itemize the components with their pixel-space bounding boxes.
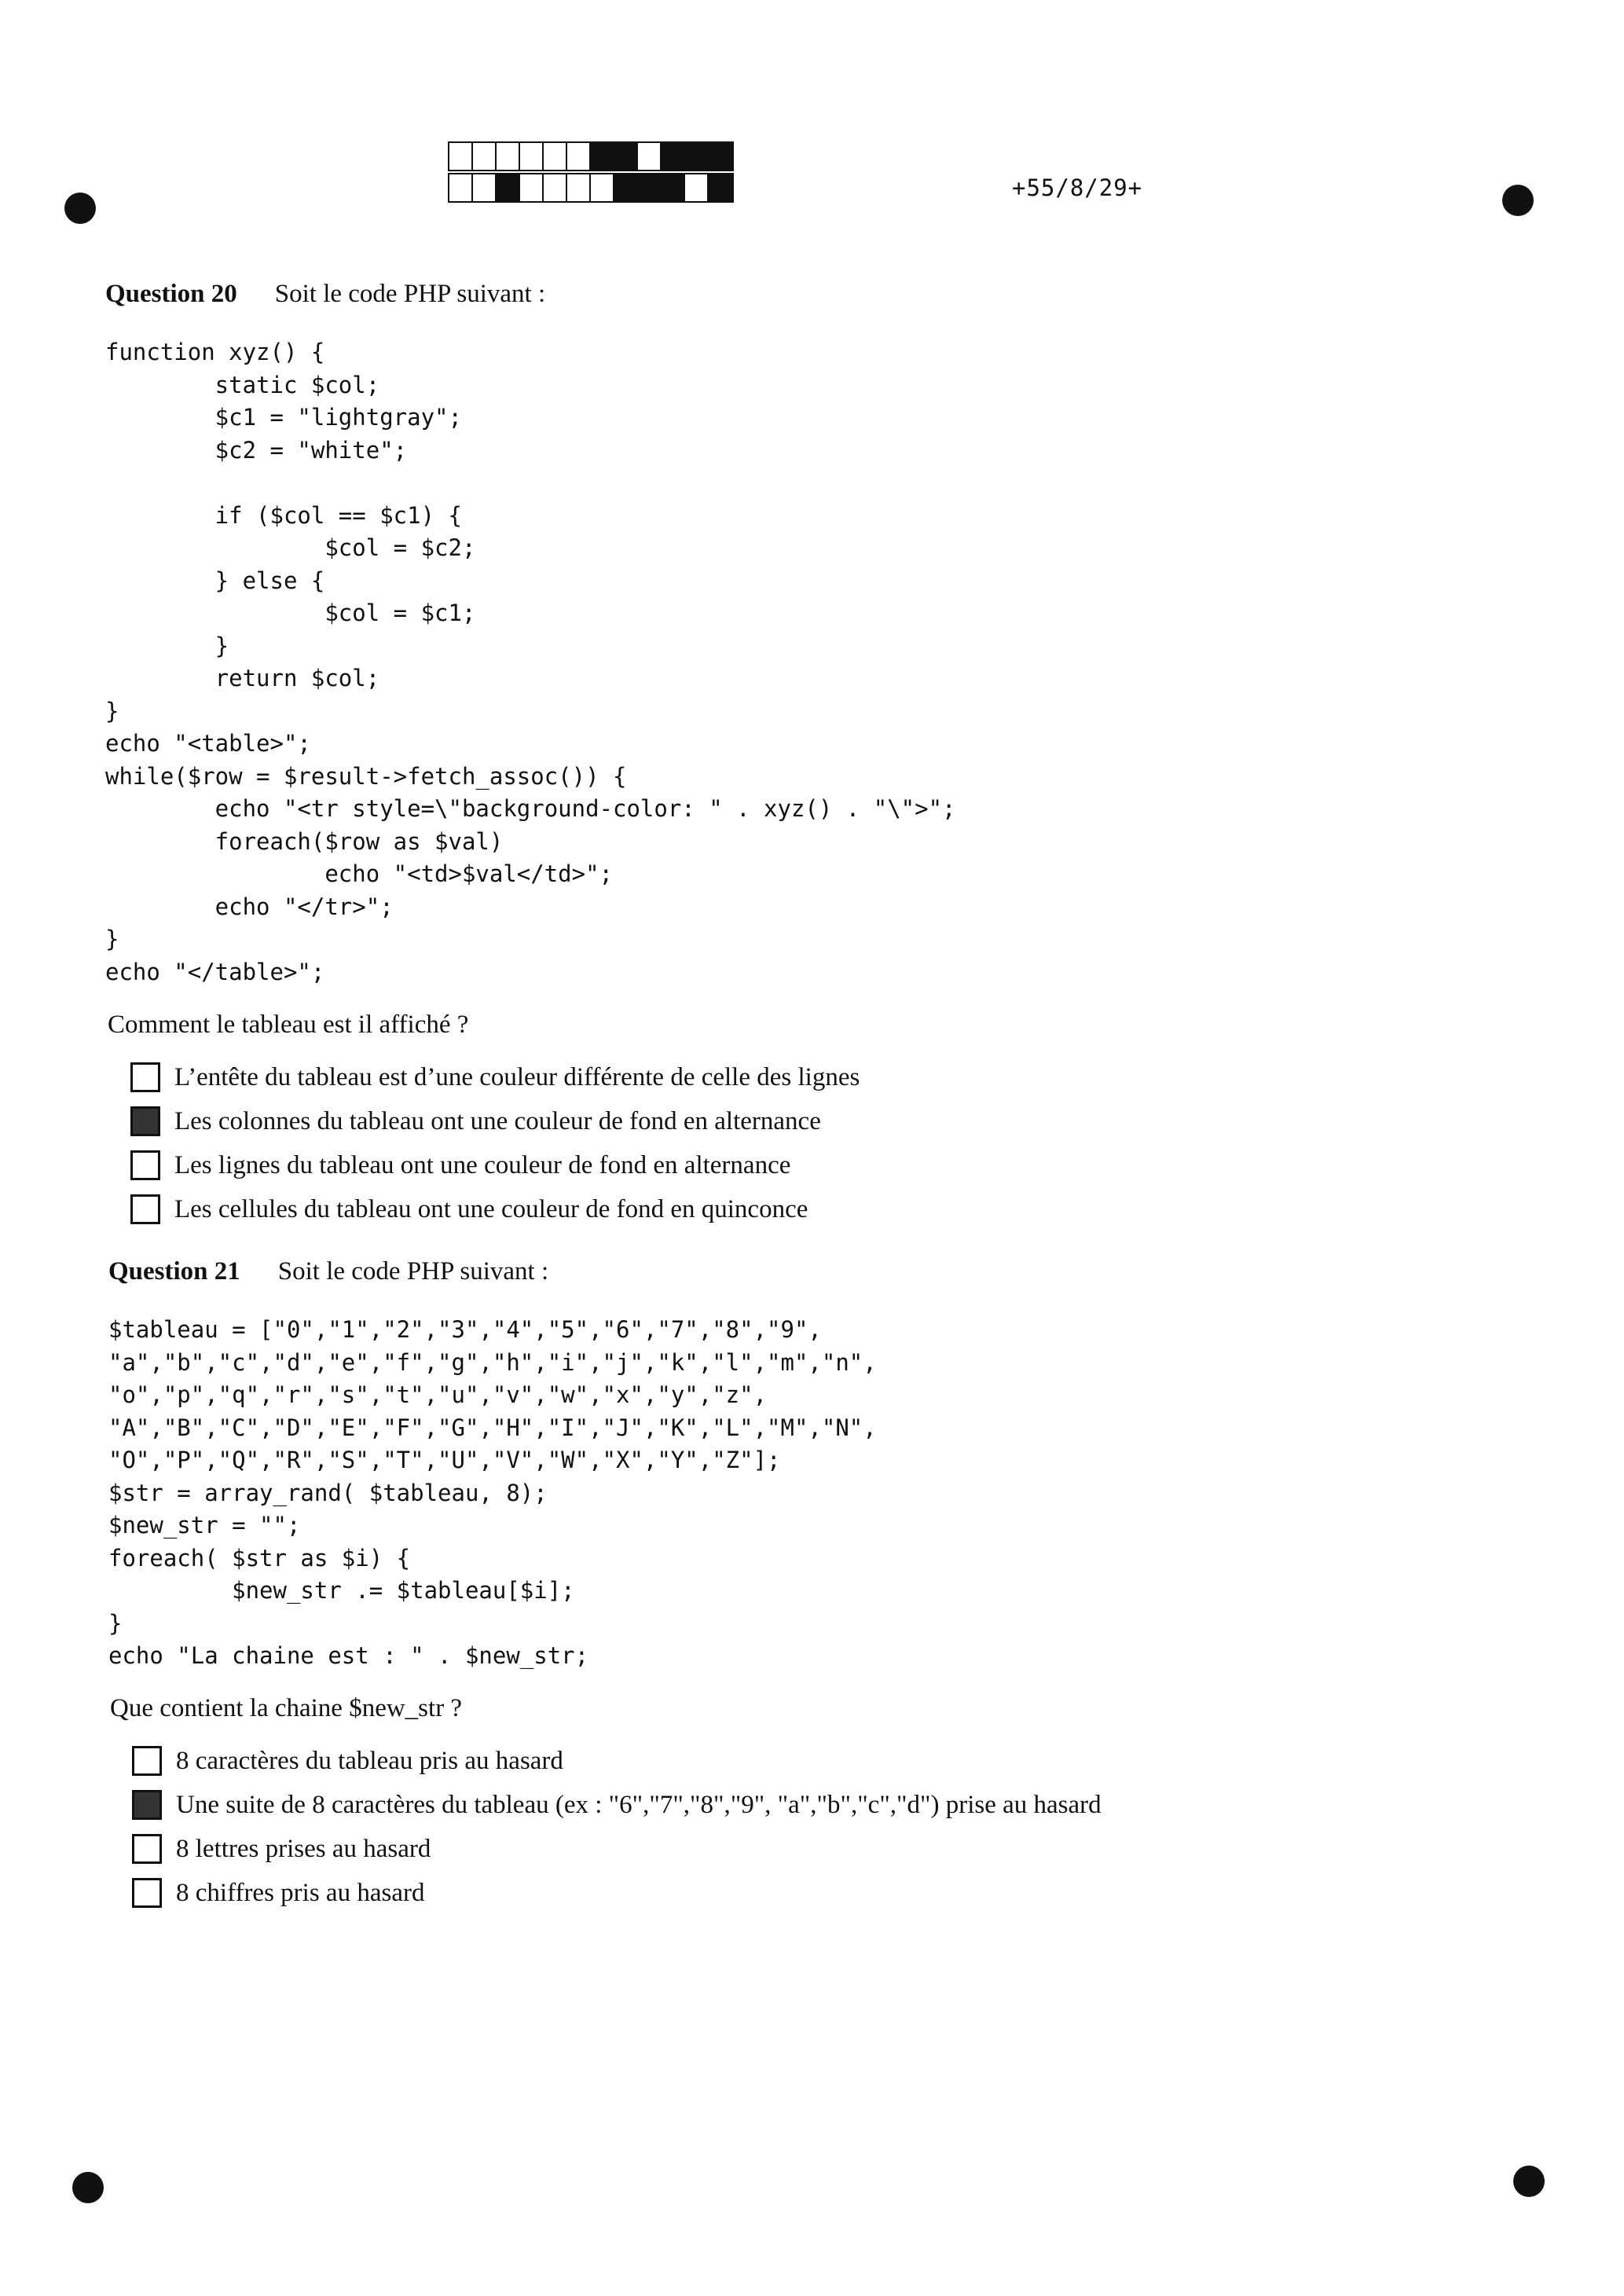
answer-label: Les lignes du tableau ont une couleur de fond en alternance [174,1150,791,1179]
answer-label: L’entête du tableau est d’une couleur différente de celle des lignes [174,1062,860,1091]
barcode-cell [567,174,591,201]
answer-checkbox[interactable] [132,1790,162,1820]
q20-answer-4[interactable] [130,1194,808,1224]
question-20-header [105,280,545,309]
page-id: +55/8/29+ [1012,174,1143,201]
answer-checkbox[interactable] [130,1106,160,1136]
barcode-cell [709,143,732,170]
q21-answer-2[interactable] [132,1790,1102,1820]
barcode-cell [591,143,614,170]
question-number: Question 20 [105,280,237,308]
barcode-cell [520,143,544,170]
barcode-cell [662,174,685,201]
answer-label: 8 lettres prises au hasard [176,1834,431,1863]
barcode-cell [449,143,473,170]
answer-checkbox[interactable] [130,1194,160,1224]
barcode-cell [544,143,567,170]
answer-checkbox[interactable] [130,1150,160,1180]
question-21-header [108,1257,548,1286]
answer-label: 8 chiffres pris au hasard [176,1878,425,1907]
barcode-cell [473,174,497,201]
barcode-cell [544,174,567,201]
q21-answer-4[interactable] [132,1878,424,1908]
barcode-cell [614,174,638,201]
q20-answer-1[interactable] [130,1062,860,1092]
barcode-cell [685,174,709,201]
answer-label: Les colonnes du tableau ont une couleur de fond en alternance [174,1106,821,1135]
question-21-code: $tableau = ["0","1","2","3","4","5","6","7","8","9", "a","b","c","d","e","f","g","h","i","j","k","l","m","n", "o","p","q","r","s","t","u","v","w","x","y","z", "A","B","C","D","E","F","G","H","I","J","K","L","M","N", "O","P","Q","R","S","T","U","V","W","X","Y","Z"]; $str = array_rand( $tableau, 8); $new_str = ""; foreach( $str as $i) { $new_str .= $tableau[$i]; } echo "La chaine est : " . $new_str; [108,1316,877,1669]
answer-checkbox[interactable] [132,1834,162,1864]
barcode-cell [685,143,709,170]
question-20-prompt: Comment le tableau est il affiché ? [108,1010,469,1039]
barcode-cell [591,174,614,201]
answer-label: Une suite de 8 caractères du tableau (ex : "6","7","8","9", "a","b","c","d") prise au hasard [176,1790,1102,1819]
q21-answer-1[interactable] [132,1746,563,1776]
q20-answer-2[interactable] [130,1106,821,1136]
answer-checkbox[interactable] [132,1746,162,1776]
q20-answer-3[interactable] [130,1150,790,1180]
answer-checkbox[interactable] [132,1878,162,1908]
registration-mark-top-left [64,193,96,224]
question-number: Question 21 [108,1257,240,1286]
question-intro: Soit le code PHP suivant : [274,280,546,308]
barcode-row-1 [448,141,734,171]
registration-mark-bottom-left [72,2172,104,2203]
answer-label: Les cellules du tableau ont une couleur de fond en quinconce [174,1194,808,1223]
barcode-cell [449,174,473,201]
registration-mark-top-right [1502,185,1534,216]
answer-checkbox[interactable] [130,1062,160,1092]
barcode-cell [497,143,520,170]
question-intro: Soit le code PHP suivant : [277,1257,549,1286]
barcode-cell [662,143,685,170]
barcode-cell [638,143,662,170]
barcode-cell [614,143,638,170]
q21-answer-3[interactable] [132,1834,431,1864]
registration-mark-bottom-right [1513,2166,1545,2197]
barcode-cell [709,174,732,201]
question-20-code: function xyz() { static $col; $c1 = "lightgray"; $c2 = "white"; if ($col == $c1) { $col = $c2; } else { $col = $c1; } return $col; } echo "<table>"; while($row = $result->fetch_assoc()) { echo "<tr style=\"background-color: " . xyz() . "\">"; foreach($row as $val) echo "<td>$val</td>"; echo "</tr>"; } echo "</table>"; [105,339,956,985]
barcode-cell [638,174,662,201]
barcode-cell [567,143,591,170]
barcode-row-2 [448,173,734,203]
question-21-prompt: Que contient la chaine $new_str ? [110,1694,463,1722]
barcode-cell [520,174,544,201]
barcode-cell [497,174,520,201]
barcode-cell [473,143,497,170]
answer-label: 8 caractères du tableau pris au hasard [176,1746,563,1775]
